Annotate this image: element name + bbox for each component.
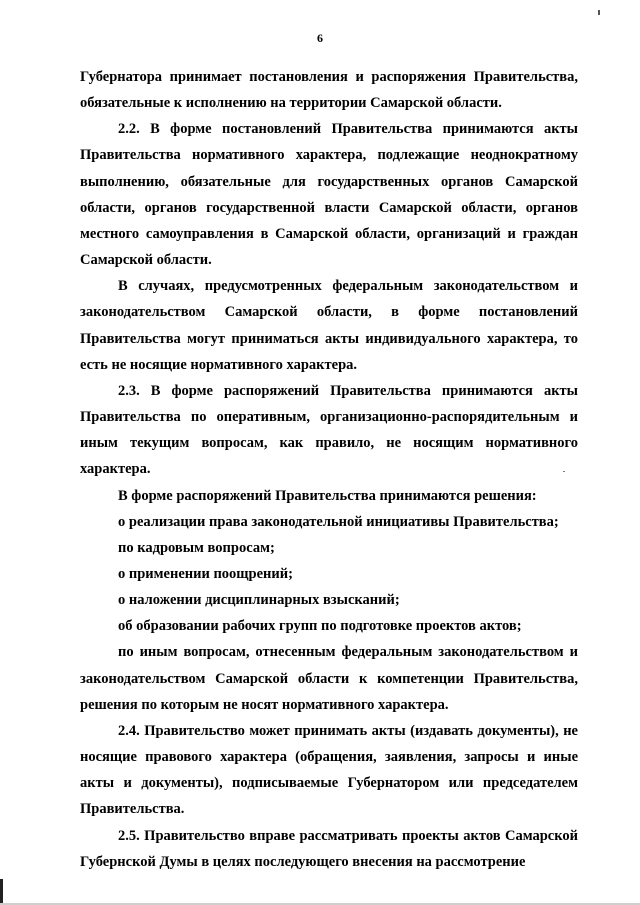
paragraph: 2.2. В форме постановлений Правительства принимаются акты Правительства нормативного характера, подлежащие неоднократному выполнению, обязательные для государственных органов Самарской области, органов государственной власти Самарской области, органов местного самоуправления в Самарской области, организаций и граждан Самарской области. [80,121,578,269]
page-number: 6 [317,31,323,45]
scan-mark [598,10,600,15]
list-item: о наложении дисциплинарных взысканий; [118,592,400,609]
scan-edge [0,879,3,905]
list-item: о применении поощрений; [118,565,293,582]
list-item: по иным вопросам, отнесенным федеральным законодательством и законодательством Самарской области к компетенции Правительства, решения по которым не носят нормативного характера. [80,644,578,713]
paragraph: 2.3. В форме распоряжений Правительства принимаются акты Правительства по оперативным, организационно-распорядительным и иным текущим вопросам, как правило, не носящим нормативного характера. [80,382,578,478]
paragraph: Губернатора принимает постановления и распоряжения Правительства, обязательные к исполнению на территории Самарской области. [80,69,578,112]
paragraph: 2.4. Правительство может принимать акты (издавать документы), не носящие правового характера (обращения, заявления, запросы и иные акты и документы), подписываемые Губернатором или председателем Правительства. [80,722,578,818]
paragraph: В форме распоряжений Правительства принимаются решения: [118,487,537,504]
paragraph: 2.5. Правительство вправе рассматривать проекты актов Самарской Губернской Думы в целях последующего внесения на рассмотрение [80,827,578,870]
list-item: о реализации права законодательной инициативы Правительства; [118,513,559,530]
paragraph: В случаях, предусмотренных федеральным законодательством и законодательством Самарской области, в форме постановлений Правительства могут приниматься акты индивидуального характера, то есть не носящие нормативного характера. [80,278,578,373]
list-item: об образовании рабочих групп по подготовке проектов актов; [118,618,522,635]
document-body [80,64,578,875]
list-item: по кадровым вопросам; [118,539,275,556]
